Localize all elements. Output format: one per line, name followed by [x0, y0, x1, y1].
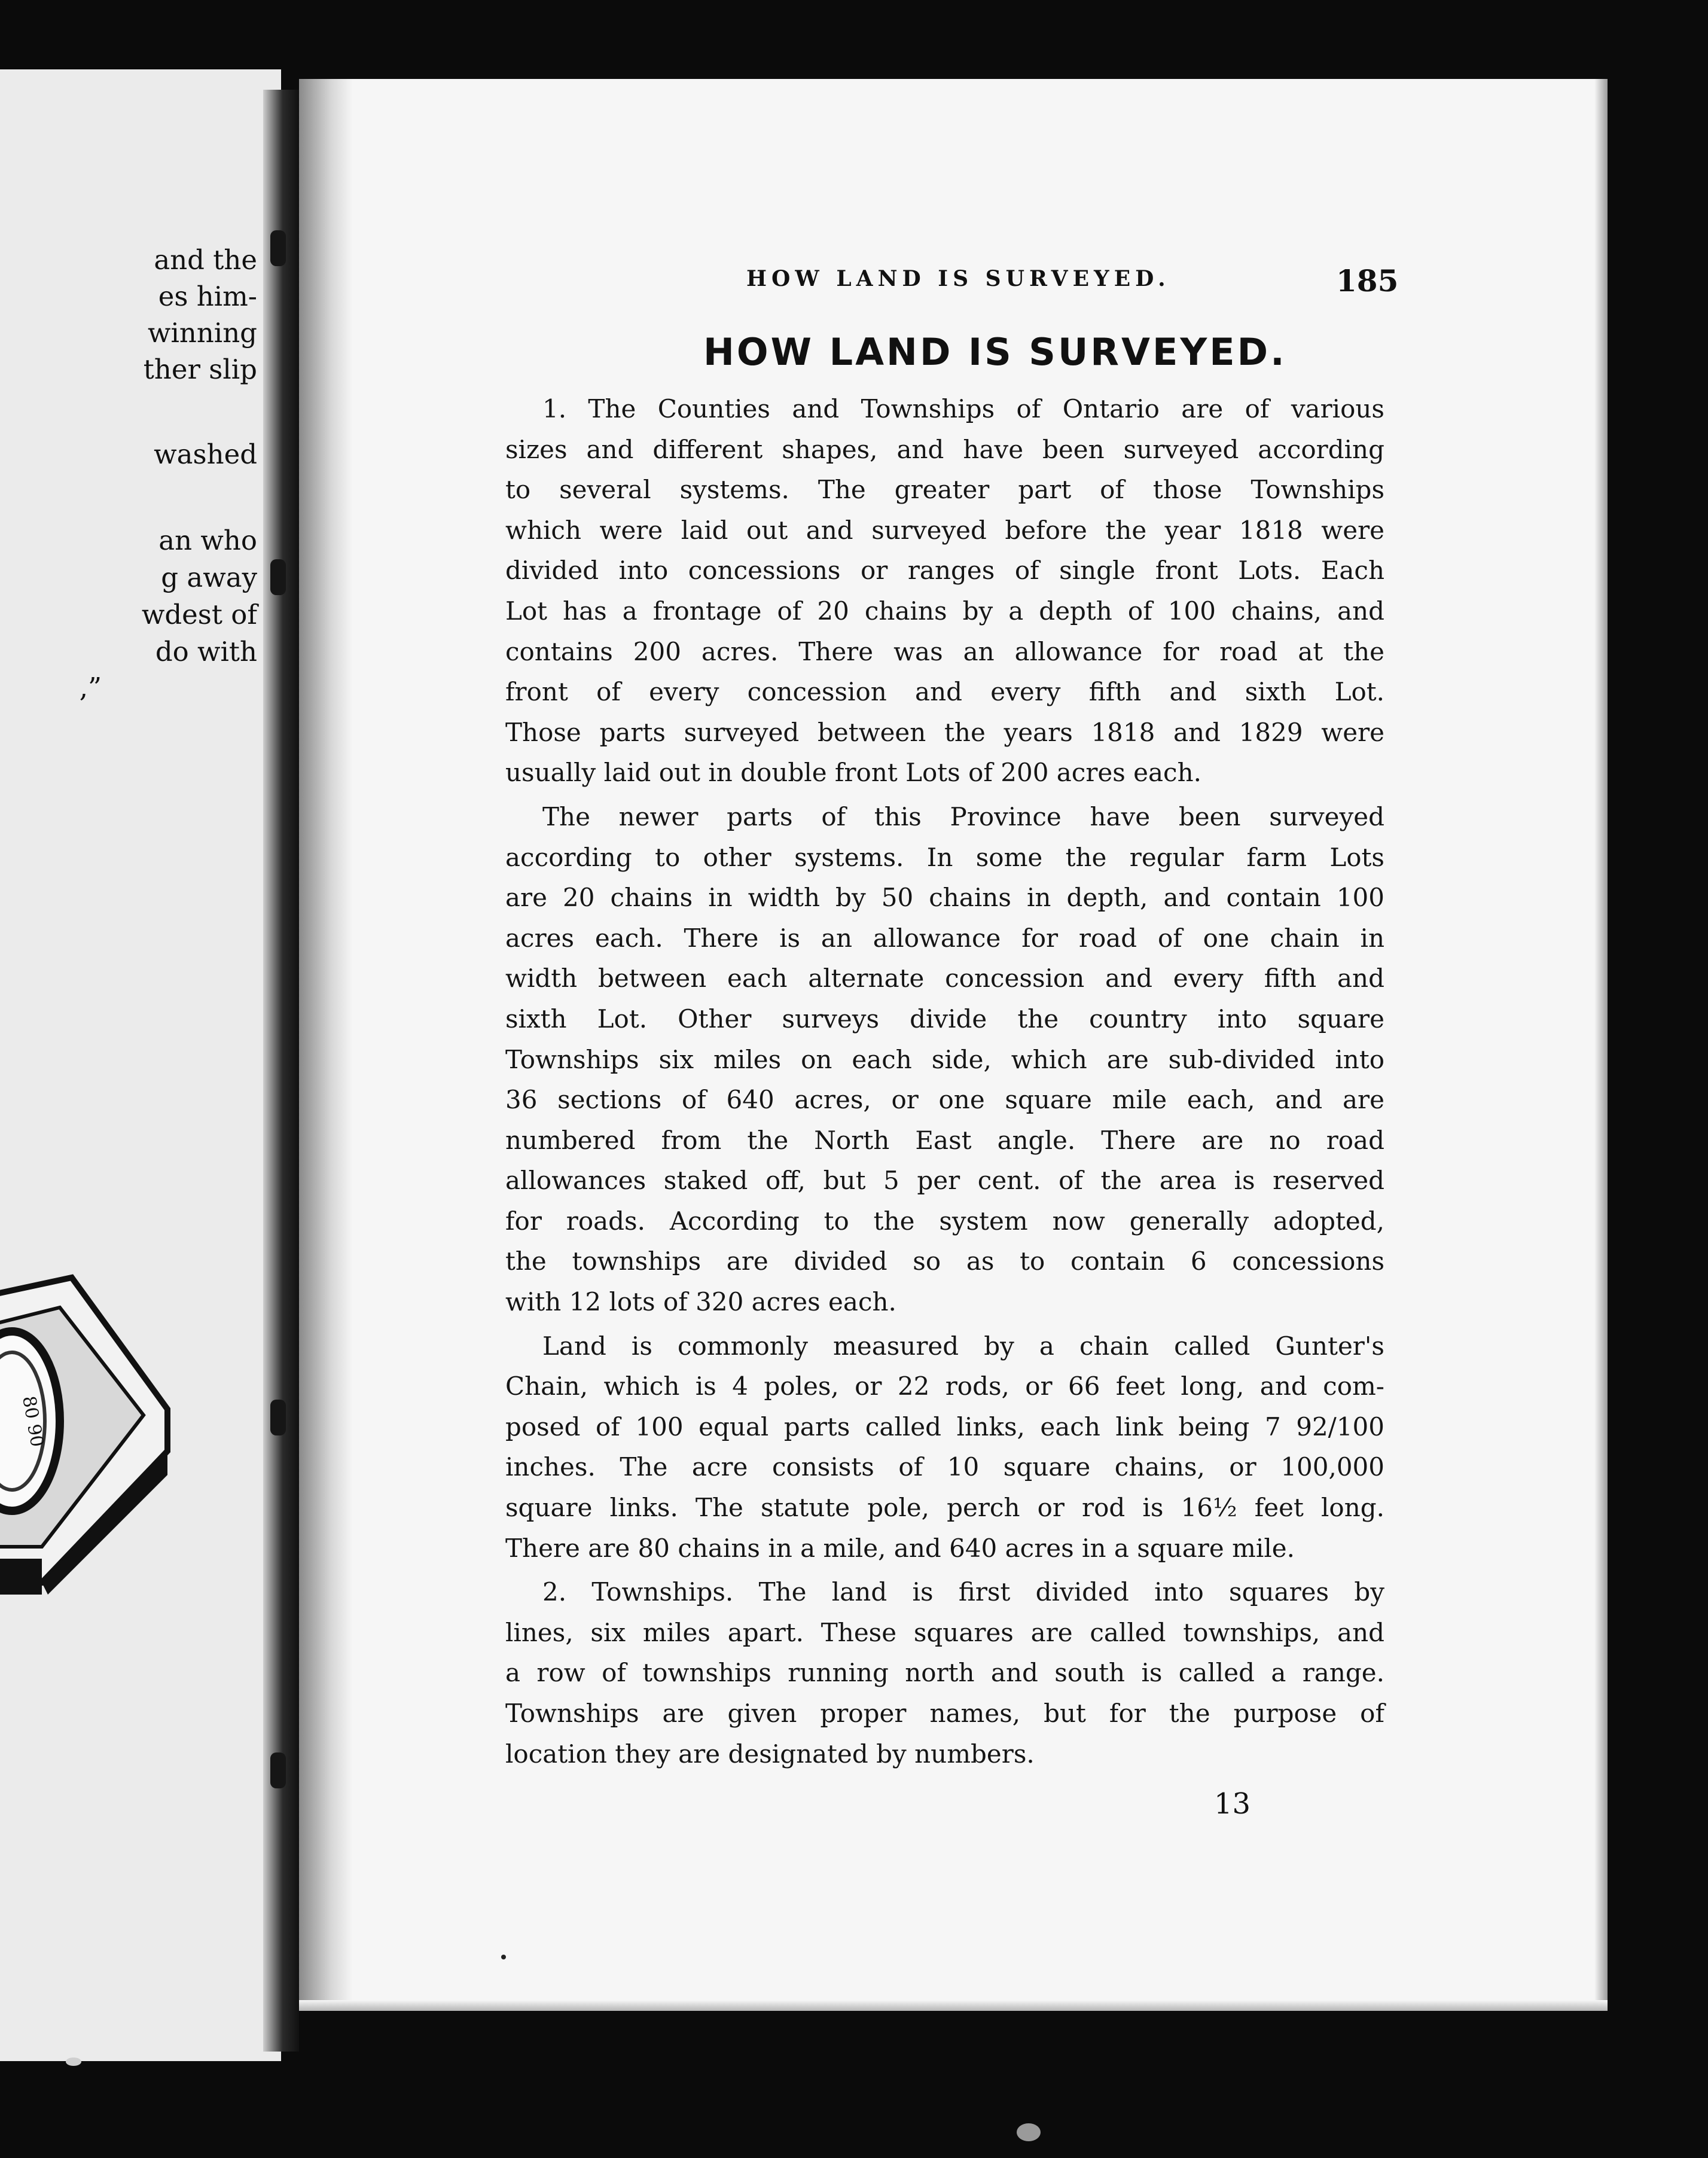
text-line: which were laid out and surveyed before the year 1818 were	[505, 515, 1384, 545]
paragraph-4	[505, 1572, 1384, 1774]
text-line: divided into concessions or ranges of single front Lots. Each	[505, 556, 1384, 586]
text-line: 2. Townships. The land is first divided into squares by	[542, 1577, 1384, 1607]
paragraph-3	[505, 1326, 1384, 1569]
text-line: to several systems. The greater part of those Townships	[505, 475, 1384, 505]
right-page-gutter-shadow	[299, 79, 353, 2011]
left-page-line: es him-	[158, 281, 257, 312]
text-line: according to other systems. In some the regular farm Lots	[505, 842, 1384, 872]
left-page-line: ther slip	[143, 353, 257, 385]
left-page-line: do with	[155, 636, 257, 667]
text-line: Townships are given proper names, but for the purpose of	[505, 1699, 1384, 1728]
binding-stitch	[270, 1400, 286, 1435]
text-line: posed of 100 equal parts called links, each link being 7 92/100	[505, 1412, 1384, 1441]
left-page-line: an who	[158, 525, 257, 556]
text-line: inches. The acre consists of 10 square chains, or 100,000	[505, 1452, 1384, 1482]
print-speck	[501, 1955, 506, 1959]
right-page-edge-shadow	[1594, 79, 1608, 2011]
print-speck	[66, 2058, 81, 2066]
left-page-line: ,”	[79, 672, 102, 703]
paragraph-1	[505, 389, 1384, 793]
text-line: for roads. According to the system now generally adopted,	[505, 1206, 1384, 1236]
text-line: Chain, which is 4 poles, or 22 rods, or 66 feet long, and com-	[505, 1371, 1384, 1401]
binding-stitch	[270, 1752, 286, 1788]
text-line: The newer parts of this Province have been surveyed	[542, 801, 1384, 831]
left-page-line: wdest of	[141, 599, 257, 630]
svg-text:80 90: 80 90	[18, 1394, 48, 1449]
signature-mark: 13	[1214, 1787, 1251, 1821]
left-page-line: winning	[147, 317, 257, 349]
left-page-line: and the	[154, 244, 257, 276]
paragraph-2	[505, 797, 1384, 1322]
binding-stitch	[270, 230, 286, 266]
page-number: 185	[1336, 263, 1399, 298]
text-line: 36 sections of 640 acres, or one square mile each, and are	[505, 1085, 1384, 1115]
text-line: square links. The statute pole, perch or rod is 16½ feet long.	[505, 1493, 1384, 1523]
surveying-instrument-illustration	[0, 1260, 179, 1595]
chapter-title: HOW LAND IS SURVEYED.	[703, 330, 1287, 374]
print-speck	[1017, 2123, 1041, 2141]
text-line: Those parts surveyed between the years 1818 and 1829 were	[505, 717, 1384, 747]
text-line: 1. The Counties and Townships of Ontario are of various	[542, 394, 1384, 423]
text-line: Lot has a frontage of 20 chains by a depth of 100 chains, and	[505, 596, 1384, 626]
text-line: sixth Lot. Other surveys divide the country into square	[505, 1004, 1384, 1034]
text-line: width between each alternate concession and every fifth and	[505, 964, 1384, 993]
text-line: lines, six miles apart. These squares are called townships, and	[505, 1617, 1384, 1647]
text-line: contains 200 acres. There was an allowance for road at the	[505, 636, 1384, 666]
text-line: front of every concession and every fifth and sixth Lot.	[505, 677, 1384, 707]
text-line: acres each. There is an allowance for road of one chain in	[505, 923, 1384, 953]
left-page-line: washed	[154, 438, 257, 470]
left-page	[0, 69, 281, 2061]
text-line: allowances staked off, but 5 per cent. of the area is reserved	[505, 1166, 1384, 1196]
body-text	[505, 389, 1384, 1774]
text-line: location they are designated by numbers.	[505, 1739, 1035, 1769]
text-line: usually laid out in double front Lots of 200 acres each.	[505, 758, 1201, 788]
left-page-line: g away	[161, 562, 257, 593]
text-line: the townships are divided so as to contain 6 concessions	[505, 1246, 1384, 1276]
text-line: a row of townships running north and south is called a range.	[505, 1658, 1384, 1688]
binding-stitch	[270, 559, 286, 595]
right-page-bottom-shadow	[299, 2000, 1608, 2011]
text-line: sizes and different shapes, and have been surveyed according	[505, 434, 1384, 464]
text-line: Land is commonly measured by a chain called Gunter's	[542, 1331, 1384, 1361]
text-line: There are 80 chains in a mile, and 640 acres in a square mile.	[505, 1533, 1295, 1563]
text-line: with 12 lots of 320 acres each.	[505, 1287, 896, 1317]
running-head: HOW LAND IS SURVEYED.	[746, 266, 1170, 291]
text-line: are 20 chains in width by 50 chains in depth, and contain 100	[505, 883, 1384, 913]
text-line: Townships six miles on each side, which are sub-divided into	[505, 1044, 1384, 1074]
text-line: numbered from the North East angle. There are no road	[505, 1125, 1384, 1155]
